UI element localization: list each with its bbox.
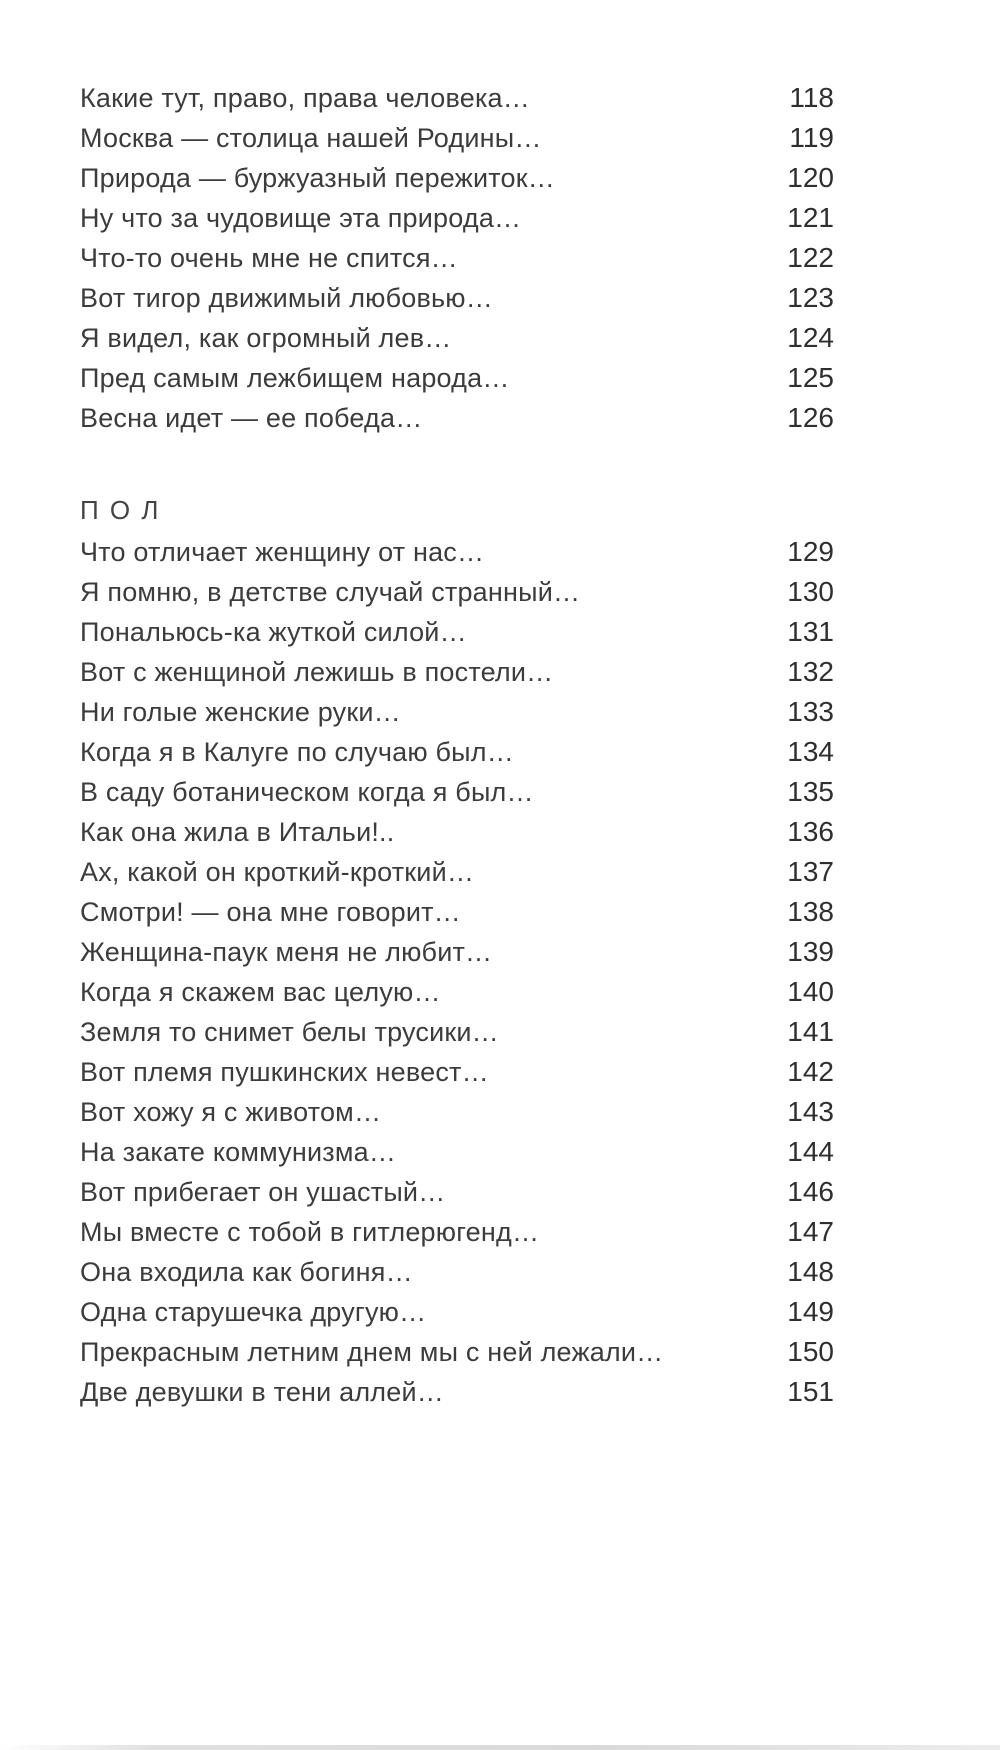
- toc-entry: [80, 612, 834, 652]
- toc-entry-title: Вот хожу я с животом…: [80, 1097, 382, 1127]
- toc-entry-title: Вот прибегает он ушастый…: [80, 1177, 446, 1207]
- toc-entry-page-number: 122: [787, 242, 834, 273]
- toc-entry-title: Что отличает женщину от нас…: [80, 537, 485, 567]
- toc-entry-title: Женщина-паук меня не любит…: [80, 937, 493, 967]
- toc-entry-page-number: 130: [787, 576, 834, 607]
- toc-entry: [80, 692, 834, 732]
- toc-entry-title: Что-то очень мне не спится…: [80, 243, 458, 273]
- toc-entry-title: Я помню, в детстве случай странный…: [80, 577, 581, 607]
- toc-entry-title: Природа — буржуазный пережиток…: [80, 163, 555, 193]
- toc-entry-page-number: 120: [787, 162, 834, 193]
- toc-entry-page-number: 148: [787, 1256, 834, 1287]
- toc-entry-title: В саду ботаническом когда я был…: [80, 777, 534, 807]
- toc-entry-title: Земля то снимет белы трусики…: [80, 1017, 499, 1047]
- toc-entry-page-number: 134: [787, 736, 834, 767]
- toc-entry-page-number: 133: [787, 696, 834, 727]
- toc-entry-page-number: 139: [787, 936, 834, 967]
- toc-entry-page-number: 119: [789, 122, 834, 153]
- toc-entry-page-number: 151: [787, 1376, 834, 1407]
- toc-entry-page-number: 126: [787, 402, 834, 433]
- toc-entry: [80, 398, 834, 438]
- toc-entry: [80, 1212, 834, 1252]
- toc-entry-page-number: 140: [787, 976, 834, 1007]
- toc-entry-page-number: 146: [787, 1176, 834, 1207]
- toc-entry: [80, 652, 834, 692]
- toc-entry-page-number: 129: [787, 536, 834, 567]
- toc-entry: [80, 1372, 834, 1412]
- toc-entry-title: Я видел, как огромный лев…: [80, 323, 452, 353]
- toc-entry-page-number: 141: [787, 1016, 834, 1047]
- toc-entry-title: Прекрасным летним днем мы с ней лежали…: [80, 1337, 664, 1367]
- toc-entry: [80, 532, 834, 572]
- toc-entry-page-number: 124: [787, 322, 834, 353]
- toc-entry: [80, 1252, 834, 1292]
- toc-entry-page-number: 132: [787, 656, 834, 687]
- toc-entry-page-number: 121: [787, 202, 834, 233]
- toc-entry-page-number: 136: [787, 816, 834, 847]
- toc-entry: [80, 1172, 834, 1212]
- toc-entry-title: Вот племя пушкинских невест…: [80, 1057, 489, 1087]
- toc-entry: [80, 1292, 834, 1332]
- toc-entry: [80, 812, 834, 852]
- toc-entry-title: На закате коммунизма…: [80, 1137, 397, 1167]
- toc-entry-page-number: 144: [787, 1136, 834, 1167]
- toc-entry-page-number: 138: [787, 896, 834, 927]
- toc-entry-title: Ах, какой он кроткий-кроткий…: [80, 857, 475, 887]
- toc-entry: [80, 972, 834, 1012]
- toc-entry: [80, 78, 834, 118]
- toc-entry: [80, 358, 834, 398]
- toc-entry: [80, 198, 834, 238]
- toc-list: [80, 78, 834, 1412]
- toc-entry: [80, 852, 834, 892]
- toc-entry-title: Две девушки в тени аллей…: [80, 1377, 444, 1407]
- toc-entry: [80, 892, 834, 932]
- toc-entry: [80, 238, 834, 278]
- toc-entry-page-number: 123: [787, 282, 834, 313]
- toc-entry-page-number: 147: [787, 1216, 834, 1247]
- toc-entry-page-number: 125: [787, 362, 834, 393]
- toc-entry: [80, 732, 834, 772]
- toc-entry-page-number: 149: [787, 1296, 834, 1327]
- toc-entry-title: Ну что за чудовище эта природа…: [80, 203, 522, 233]
- toc-entry: [80, 932, 834, 972]
- toc-entry-page-number: 137: [787, 856, 834, 887]
- toc-entry-title: Какие тут, право, права человека…: [80, 83, 530, 113]
- toc-entry-title: Когда я скажем вас целую…: [80, 977, 441, 1007]
- toc-entry-page-number: 131: [787, 616, 834, 647]
- toc-entry-title: Мы вместе с тобой в гитлерюгенд…: [80, 1217, 540, 1247]
- toc-entry: [80, 278, 834, 318]
- toc-entry: [80, 772, 834, 812]
- toc-entry: [80, 1332, 834, 1372]
- toc-entry: [80, 1012, 834, 1052]
- toc-entry: [80, 318, 834, 358]
- toc-entry-title: Вот с женщиной лежишь в постели…: [80, 657, 554, 687]
- toc-entry-page-number: 150: [787, 1336, 834, 1367]
- toc-entry-page-number: 118: [789, 82, 834, 113]
- toc-entry: [80, 118, 834, 158]
- toc-entry-title: Вот тигор движимый любовью…: [80, 283, 493, 313]
- toc-entry-page-number: 142: [787, 1056, 834, 1087]
- toc-entry-title: Весна идет — ее победа…: [80, 403, 423, 433]
- toc-entry-title: Москва — столица нашей Родины…: [80, 123, 542, 153]
- toc-entry-title: Пональюсь-ка жуткой силой…: [80, 617, 467, 647]
- page-bottom-scan-edge: [0, 1745, 1000, 1750]
- toc-entry: [80, 572, 834, 612]
- toc-entry: [80, 158, 834, 198]
- toc-entry: [80, 1132, 834, 1172]
- toc-entry-title: Ни голые женские руки…: [80, 697, 401, 727]
- toc-entry-title: Одна старушечка другую…: [80, 1297, 427, 1327]
- toc-entry-title: Смотри! — она мне говорит…: [80, 897, 461, 927]
- toc-entry-title: Как она жила в Итальи!..: [80, 817, 395, 847]
- toc-entry-page-number: 143: [787, 1096, 834, 1127]
- toc-entry-title: Она входила как богиня…: [80, 1257, 413, 1287]
- toc-entry-title: Когда я в Калуге по случаю был…: [80, 737, 514, 767]
- section-heading: П О Л: [80, 495, 161, 525]
- toc-entry-page-number: 135: [787, 776, 834, 807]
- toc-entry-title: Пред самым лежбищем народа…: [80, 363, 510, 393]
- toc-entry: [80, 1052, 834, 1092]
- toc-entry: [80, 1092, 834, 1132]
